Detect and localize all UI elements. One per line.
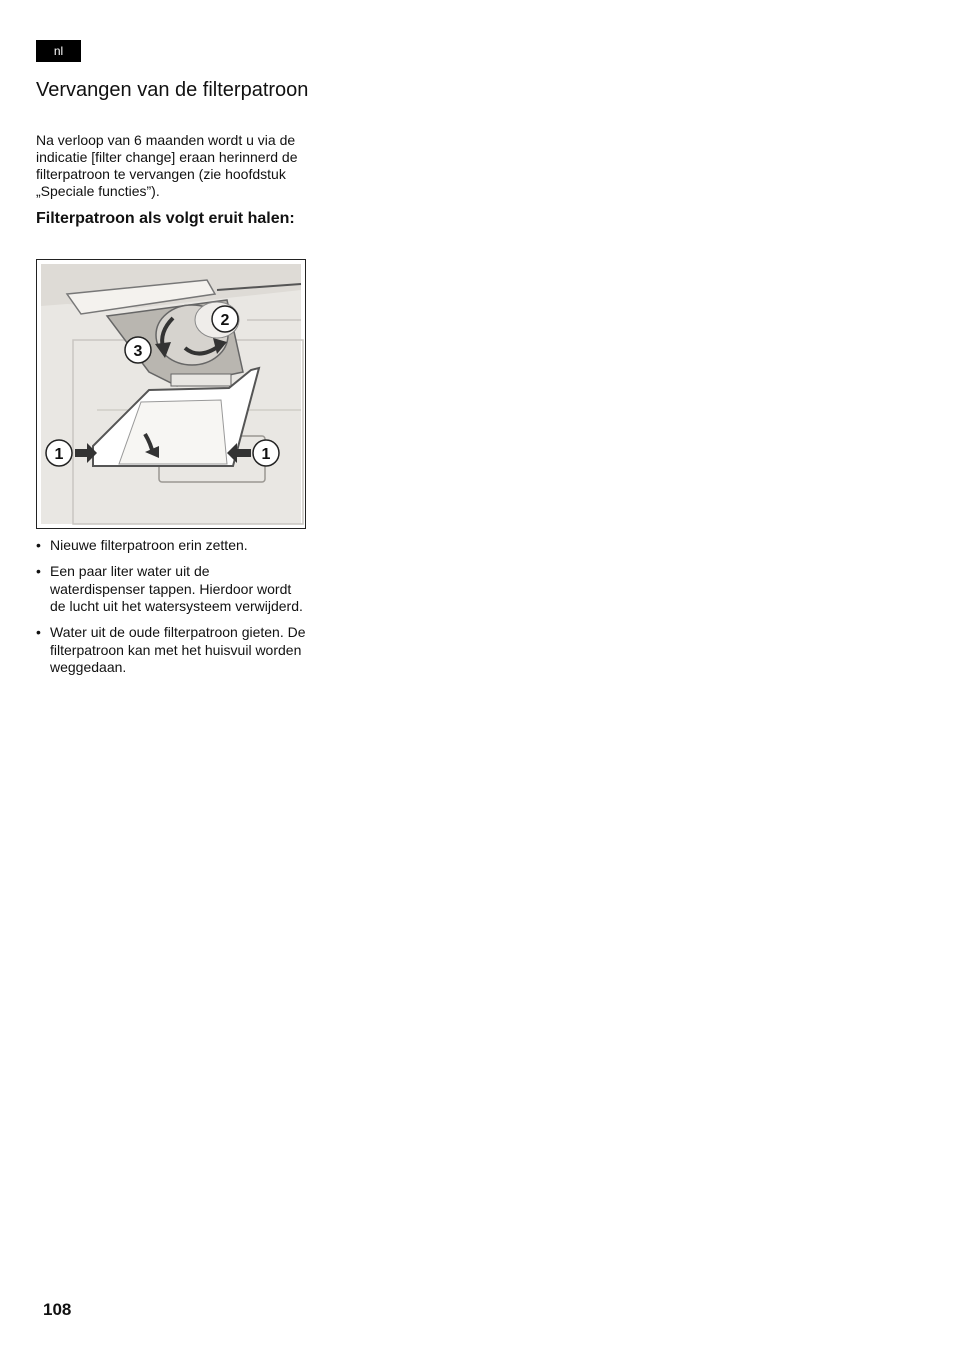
section-title: Vervangen van de filterpatroon bbox=[36, 79, 309, 101]
list-item bbox=[36, 624, 308, 677]
list-item bbox=[36, 537, 308, 555]
press-arrow-left bbox=[75, 449, 87, 457]
subsection-title: Filterpatroon als volgt eruit halen: bbox=[36, 210, 295, 227]
filter-clip bbox=[171, 374, 231, 386]
intro-paragraph: Na verloop van 6 maanden wordt u via de indicatie [filter change] eraan herinnerd de filterpatroon te vervangen (zie hoofdstuk „Speciale functies”). bbox=[36, 132, 298, 199]
list-item bbox=[36, 563, 308, 616]
filter-illustration-drawing bbox=[37, 260, 305, 528]
callout-label-2: 2 bbox=[220, 312, 230, 329]
step-text: Water uit de oude filterpatroon gieten. De filterpatroon kan met het huisvuil worden weggedaan. bbox=[50, 624, 306, 675]
step-text: Nieuwe filterpatroon erin zetten. bbox=[50, 537, 248, 553]
step-list bbox=[36, 537, 308, 685]
bullet-marker: • bbox=[36, 624, 41, 640]
callout-label-3: 3 bbox=[133, 343, 143, 360]
callout-label-1-left: 1 bbox=[54, 446, 64, 463]
bullet-marker: • bbox=[36, 537, 41, 553]
bullet-marker: • bbox=[36, 563, 41, 579]
step-text: Een paar liter water uit de waterdispenser tappen. Hierdoor wordt de lucht uit het watersysteem verwijderd. bbox=[50, 563, 303, 614]
filter-removal-illustration bbox=[36, 259, 306, 529]
press-arrow-right bbox=[237, 449, 251, 457]
language-tag: nl bbox=[36, 40, 81, 62]
callout-label-1-right: 1 bbox=[261, 446, 271, 463]
page-number: 108 bbox=[43, 1300, 72, 1319]
